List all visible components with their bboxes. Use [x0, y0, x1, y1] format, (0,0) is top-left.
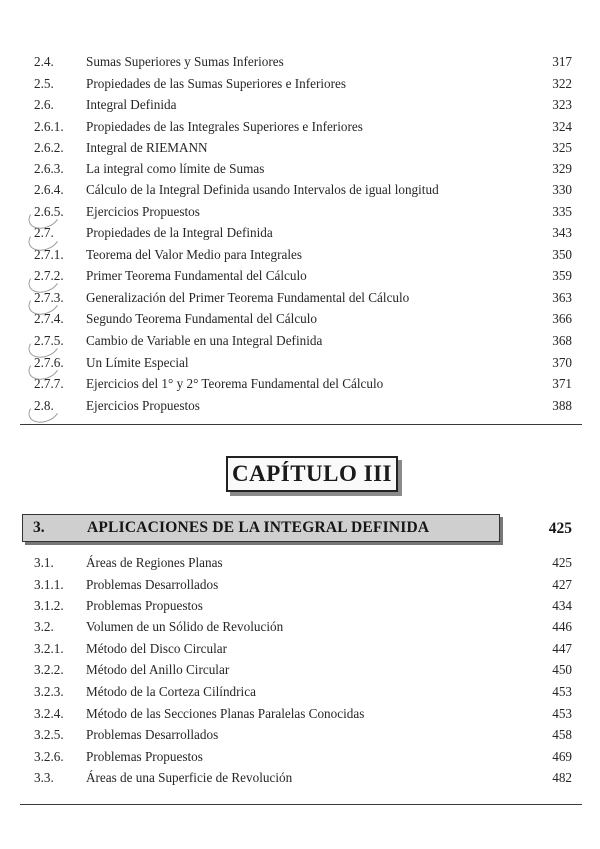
- toc-entry: [0, 396, 600, 416]
- entry-title: Sumas Superiores y Sumas Inferiores: [86, 54, 284, 69]
- entry-title: Método de la Corteza Cilíndrica: [86, 684, 256, 699]
- entry-title: Un Límite Especial: [86, 355, 189, 370]
- chapter-heading-box: [226, 456, 398, 492]
- entry-page: 329: [552, 161, 572, 176]
- chapter-title: CAPÍTULO III: [231, 461, 392, 486]
- entry-number: 2.6.: [34, 97, 54, 112]
- entry-number: 3.2.6.: [34, 749, 64, 764]
- entry-number: 2.6.1.: [34, 119, 64, 134]
- toc-entry: [0, 768, 600, 788]
- toc-entry: [0, 682, 600, 702]
- toc-entry: [0, 374, 600, 394]
- entry-number: 3.2.4.: [34, 706, 64, 721]
- entry-title: Segundo Teorema Fundamental del Cálculo: [86, 311, 318, 326]
- entry-number: 2.6.2.: [34, 140, 64, 155]
- toc-entry: [0, 617, 600, 637]
- section-page: 425: [548, 520, 572, 537]
- entry-page: 425: [552, 555, 572, 570]
- entry-page: 359: [552, 268, 572, 283]
- entry-title: Integral de RIEMANN: [86, 140, 208, 155]
- entry-page: 330: [552, 182, 572, 197]
- toc-entry: [0, 639, 600, 659]
- toc-entry: [0, 596, 600, 616]
- entry-title: Cambio de Variable en una Integral Definida: [86, 333, 323, 348]
- entry-number: 3.2.3.: [34, 684, 64, 699]
- entry-number: 3.1.2.: [34, 598, 64, 613]
- entry-page: 366: [552, 311, 572, 326]
- entry-page: 370: [552, 355, 572, 370]
- entry-title: Generalización del Primer Teorema Fundamental del Cálculo: [86, 290, 410, 305]
- toc-entry: [0, 704, 600, 724]
- entry-title: Primer Teorema Fundamental del Cálculo: [86, 268, 307, 283]
- entry-page: 322: [552, 76, 572, 91]
- toc-entry: [0, 266, 600, 286]
- toc-entry: [0, 138, 600, 158]
- entry-title: Volumen de un Sólido de Revolución: [86, 619, 284, 634]
- toc-entry: [0, 202, 600, 222]
- entry-page: 343: [552, 225, 572, 240]
- toc-entry: [0, 52, 600, 72]
- entry-page: 453: [552, 684, 572, 699]
- entry-number: 2.7.2.: [34, 268, 64, 283]
- entry-page: 450: [552, 662, 572, 677]
- toc-entry: [0, 660, 600, 680]
- entry-number: 2.6.5.: [34, 204, 64, 219]
- entry-number: 2.7.: [34, 225, 54, 240]
- entry-number: 3.2.1.: [34, 641, 64, 656]
- entry-title: Teorema del Valor Medio para Integrales: [86, 247, 302, 262]
- divider: [20, 804, 582, 805]
- entry-number: 2.7.1.: [34, 247, 64, 262]
- toc-entry: [0, 95, 600, 115]
- entry-number: 3.2.5.: [34, 727, 64, 742]
- toc-entry: [0, 575, 600, 595]
- entry-page: 434: [552, 598, 572, 613]
- toc-entry: [0, 553, 600, 573]
- entry-title: Problemas Propuestos: [86, 598, 203, 613]
- entry-title: Propiedades de las Integrales Superiores e Inferiores: [86, 119, 363, 134]
- entry-number: 2.7.5.: [34, 333, 64, 348]
- section-title: APLICACIONES DE LA INTEGRAL DEFINIDA: [87, 519, 430, 536]
- entry-page: 482: [552, 770, 572, 785]
- entry-title: Ejercicios del 1° y 2° Teorema Fundamental del Cálculo: [86, 376, 384, 391]
- toc-entry: [0, 245, 600, 265]
- entry-number: 3.2.2.: [34, 662, 64, 677]
- entry-page: 317: [552, 54, 572, 69]
- entry-title: Áreas de Regiones Planas: [86, 555, 223, 570]
- toc-entry: [0, 223, 600, 243]
- toc-entry: [0, 725, 600, 745]
- entry-page: 371: [552, 376, 572, 391]
- entry-title: La integral como límite de Sumas: [86, 161, 265, 176]
- toc-entry: [0, 117, 600, 137]
- entry-title: Problemas Propuestos: [86, 749, 203, 764]
- toc-entry: [0, 747, 600, 767]
- entry-number: 2.7.7.: [34, 376, 64, 391]
- entry-page: 350: [552, 247, 572, 262]
- entry-title: Propiedades de la Integral Definida: [86, 225, 273, 240]
- toc-entry: [0, 180, 600, 200]
- entry-number: 3.2.: [34, 619, 54, 634]
- entry-title: Ejercicios Propuestos: [86, 204, 200, 219]
- toc-entry: [0, 159, 600, 179]
- entry-number: 2.5.: [34, 76, 54, 91]
- entry-number: 2.7.6.: [34, 355, 64, 370]
- toc-entry: [0, 353, 600, 373]
- entry-number: 2.8.: [34, 398, 54, 413]
- entry-title: Integral Definida: [86, 97, 177, 112]
- entry-page: 363: [552, 290, 572, 305]
- entry-title: Método de las Secciones Planas Paralelas Conocidas: [86, 706, 365, 721]
- entry-page: 323: [552, 97, 572, 112]
- entry-number: 3.1.1.: [34, 577, 64, 592]
- section-heading-bar: [22, 514, 500, 542]
- entry-page: 446: [552, 619, 572, 634]
- entry-page: 325: [552, 140, 572, 155]
- entry-page: 427: [552, 577, 572, 592]
- entry-title: Cálculo de la Integral Definida usando Intervalos de igual longitud: [86, 182, 439, 197]
- entry-number: 2.6.4.: [34, 182, 64, 197]
- entry-number: 3.3.: [34, 770, 54, 785]
- toc-entry: [0, 331, 600, 351]
- entry-number: 3.1.: [34, 555, 54, 570]
- toc-entry: [0, 74, 600, 94]
- entry-title: Problemas Desarrollados: [86, 727, 219, 742]
- entry-title: Método del Anillo Circular: [86, 662, 230, 677]
- entry-number: 2.7.4.: [34, 311, 64, 326]
- entry-page: 469: [552, 749, 572, 764]
- entry-page: 324: [552, 119, 572, 134]
- divider: [20, 424, 582, 425]
- toc-entry: [0, 288, 600, 308]
- entry-title: Problemas Desarrollados: [86, 577, 219, 592]
- entry-title: Método del Disco Circular: [86, 641, 227, 656]
- entry-number: 2.4.: [34, 54, 54, 69]
- entry-title: Ejercicios Propuestos: [86, 398, 200, 413]
- entry-page: 447: [552, 641, 572, 656]
- entry-page: 458: [552, 727, 572, 742]
- entry-page: 388: [552, 398, 572, 413]
- section-number: 3.: [33, 519, 45, 536]
- entry-page: 368: [552, 333, 572, 348]
- toc-entry: [0, 309, 600, 329]
- entry-page: 453: [552, 706, 572, 721]
- entry-title: Áreas de una Superficie de Revolución: [86, 770, 293, 785]
- entry-title: Propiedades de las Sumas Superiores e Inferiores: [86, 76, 347, 91]
- entry-number: 2.6.3.: [34, 161, 64, 176]
- entry-number: 2.7.3.: [34, 290, 64, 305]
- entry-page: 335: [552, 204, 572, 219]
